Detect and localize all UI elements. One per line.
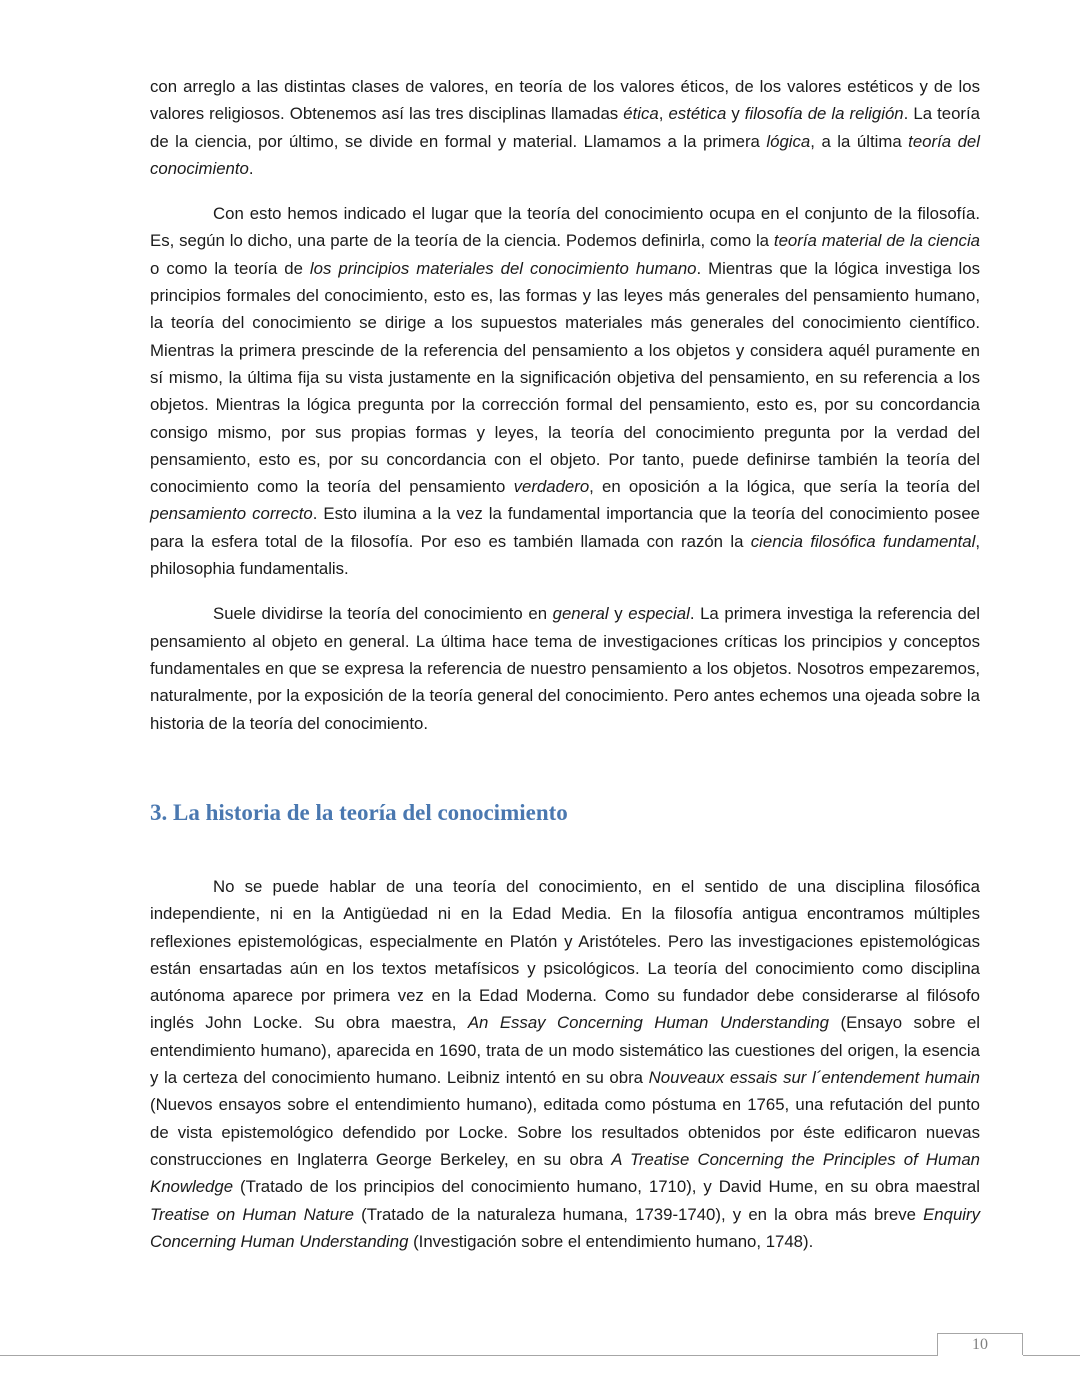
italic-text: lógica: [766, 131, 811, 151]
italic-text: ciencia filosófica fundamental: [750, 531, 976, 551]
italic-text: Enquiry Concerning Human Understanding: [150, 1204, 980, 1251]
text-run: (Tratado de los principios del conocimiento humano, 1710), y David Hume, en su obra maestral: [233, 1177, 980, 1197]
page-number: 10: [972, 1336, 988, 1353]
text-run: (Nuevos ensayos sobre el entendimiento humano), editada como póstuma en 1765, una refutación del punto de vista epistemológico defendido por Locke. Sobre los resultados obtenidos por éste edificaron nuevas construcciones en Inglaterra George Berkeley, en su obra: [150, 1095, 980, 1169]
text-run: (Tratado de la naturaleza humana, 1739-1740), y en la obra más breve: [353, 1204, 924, 1224]
page-body: [150, 73, 980, 737]
italic-text: ética: [623, 104, 659, 124]
paragraph: [150, 200, 980, 582]
italic-text: A Treatise Concerning the Principles of Human Knowledge: [150, 1149, 980, 1197]
footer-rule-right: [1023, 1355, 1080, 1356]
italic-text: filosofía de la religión: [744, 104, 904, 124]
text-run: , a la última: [810, 131, 909, 151]
text-run: . La teoría de la ciencia, por último, se divide en formal y material. Llamamos a la primera: [150, 104, 980, 151]
italic-text: pensamiento correcto: [150, 504, 313, 524]
text-run: . Mientras que la lógica investiga los principios formales del conocimiento, esto es, las formas y las leyes más generales del pensamiento humano, la teoría del conocimiento se dirige a los supuestos materiales más generales del conocimiento científico. Mientras la primera prescinde de la referencia del pensamiento a los objetos y considera aquél puramente en sí mismo, la última fija su vista justamente en la significación objetiva del pensamiento, en su referencia a los objetos. Mientras la lógica pregunta por la corrección formal del pensamiento, esto es, por su concordancia consigo mismo, por sus propias formas y leyes, la teoría del conocimiento pregunta por la verdad del pensamiento, esto es, por su concordancia con el objeto. Por tanto, puede definirse también la teoría del conocimiento como la teoría del pensamiento: [150, 258, 980, 497]
italic-text: Treatise on Human Nature: [150, 1204, 354, 1224]
section-body: [150, 873, 980, 1255]
italic-text: estética: [668, 104, 727, 124]
text-run: .: [248, 158, 254, 178]
italic-text: especial: [628, 604, 690, 624]
paragraph: [150, 73, 980, 182]
italic-text: teoría del conocimiento: [150, 131, 980, 178]
text-run: Suele dividirse la teoría del conocimiento en: [213, 604, 553, 624]
italic-text: Nouveaux essais sur l´entendement humain: [648, 1068, 980, 1088]
text-run: (Ensayo sobre el entendimiento humano), aparecida en 1690, trata de un modo sistemático las cuestiones del origen, la esencia y la certeza del conocimiento humano. Leibniz intentó en su obra: [150, 1013, 981, 1088]
italic-text: los principios materiales del conocimiento humano: [309, 258, 697, 278]
italic-text: An Essay Concerning Human Understanding: [467, 1013, 830, 1033]
italic-text: general: [552, 604, 609, 624]
footer-rule-left: [0, 1355, 938, 1356]
text-run: Con esto hemos indicado el lugar que la teoría del conocimiento ocupa en el conjunto de la filosofía. Es, según lo dicho, una parte de la teoría de la ciencia. Podemos definirla, como la: [150, 204, 980, 251]
text-run: , philosophia fundamentalis.: [150, 531, 981, 579]
text-run: . Esto ilumina a la vez la fundamental importancia que la teoría del conocimiento posee para la esfera total de la filosofía. Por eso es también llamada con razón la: [150, 504, 980, 551]
text-run: y: [726, 104, 745, 124]
paragraph: [150, 600, 980, 736]
text-run: ,: [658, 104, 669, 124]
text-run: con arreglo a las distintas clases de valores, en teoría de los valores éticos, de los valores estéticos y de los valores religiosos. Obtenemos así las tres disciplinas llamadas: [150, 77, 980, 124]
text-run: y: [608, 604, 629, 624]
text-run: . La primera investiga la referencia del pensamiento al objeto en general. La última hace tema de investigaciones críticas los principios y conceptos fundamentales en que se expresa la referencia de nuestro pensamiento a los objetos. Nosotros empezaremos, naturalmente, por la exposición de la teoría general del conocimiento. Pero antes echemos una ojeada sobre la historia de la teoría del conocimiento.: [150, 604, 980, 733]
text-run: , en oposición a la lógica, que sería la teoría del: [589, 477, 980, 497]
text-run: o como la teoría de: [150, 258, 310, 278]
section-heading: 3. La historia de la teoría del conocimiento: [150, 800, 568, 825]
text-run: (Investigación sobre el entendimiento humano, 1748).: [408, 1231, 814, 1251]
paragraph: [150, 873, 980, 1255]
text-run: No se puede hablar de una teoría del conocimiento, en el sentido de una disciplina filosófica independiente, ni en la Antigüedad ni en la Edad Media. En la filosofía antigua encontramos múltiples reflexiones epistemológicas, especialmente en Platón y Aristóteles. Pero las investigaciones epistemológicas están ensartadas aún en los textos metafísicos y psicológicos. La teoría del conocimiento como disciplina autónoma aparece por primera vez en la Edad Moderna. Como su fundador debe considerarse al filósofo inglés John Locke. Su obra maestra,: [150, 877, 980, 1033]
italic-text: verdadero: [513, 477, 590, 497]
italic-text: teoría material de la ciencia: [773, 231, 981, 251]
page-number-box: [937, 1333, 1023, 1355]
